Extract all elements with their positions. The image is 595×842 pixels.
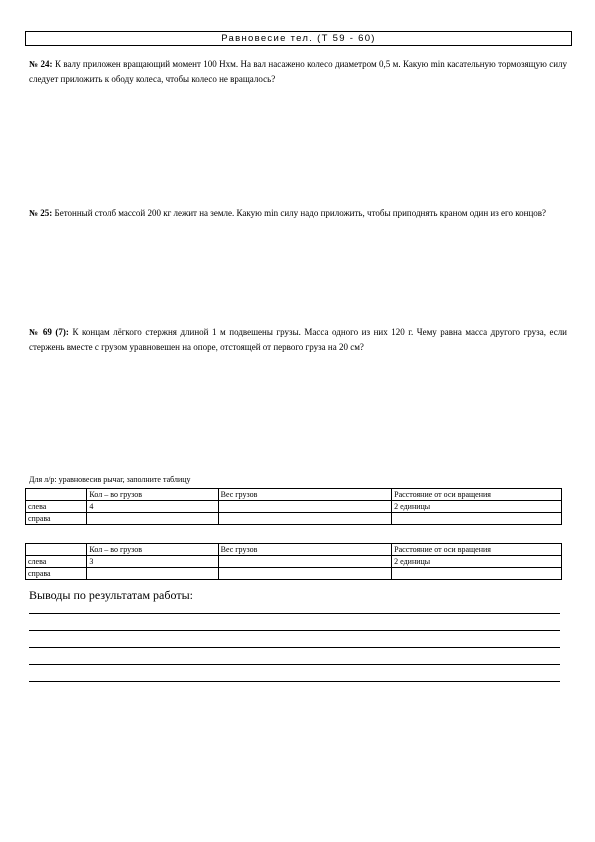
answer-line[interactable] <box>29 613 560 614</box>
header-cell: Вес грузов <box>218 544 392 556</box>
lever-table-2 <box>25 543 562 580</box>
problem-text: К валу приложен вращающий момент 100 Нхм. На вал насажено колесо диаметром 0,5 м. Какую min касательную тормозящую силу следует приложить к ободу колеса, чтобы колесо не вращалось? <box>29 59 568 84</box>
table-cell[interactable]: 2 единицы <box>392 501 562 513</box>
header-cell: Кол – во грузов <box>87 544 218 556</box>
conclusions-heading: Выводы по результатам работы: <box>29 588 193 602</box>
table-row <box>26 556 562 568</box>
answer-line[interactable] <box>29 630 560 631</box>
table-cell[interactable] <box>218 513 392 525</box>
problem-69 <box>29 325 567 355</box>
header-cell <box>26 544 87 556</box>
row-label: слева <box>26 501 87 513</box>
table-cell[interactable]: 4 <box>87 501 218 513</box>
header-cell: Расстояние от оси вращения <box>392 544 562 556</box>
table-cell[interactable] <box>218 568 392 580</box>
table-row <box>26 513 562 525</box>
row-label: справа <box>26 568 87 580</box>
answer-line[interactable] <box>29 664 560 665</box>
problem-number: № 24: <box>29 59 53 69</box>
problem-number: № 25: <box>29 208 53 218</box>
table-cell[interactable] <box>392 513 562 525</box>
problem-text: Бетонный столб массой 200 кг лежит на земле. Какую min силу надо приложить, чтобы приподнять краном один из его концов? <box>54 208 547 218</box>
lab-instructions: Для л/р: уравновесив рычаг, заполните таблицу <box>29 475 191 484</box>
header-cell: Вес грузов <box>218 489 392 501</box>
row-label: слева <box>26 556 87 568</box>
table-cell[interactable] <box>218 556 392 568</box>
problem-text: К концам лёгкого стержня длиной 1 м подвешены грузы. Масса одного из них 120 г. Чему равна масса другого груза, если стержень вместе с грузом уравновешен на опоре, отстоящей от первого груза на 20 см? <box>29 327 567 352</box>
table-cell[interactable]: 3 <box>87 556 218 568</box>
table-header-row <box>26 489 562 501</box>
table-row <box>26 501 562 513</box>
problem-number: № 69 (7): <box>29 327 69 337</box>
table-cell[interactable]: 2 единицы <box>392 556 562 568</box>
table-cell[interactable] <box>218 501 392 513</box>
header-cell <box>26 489 87 501</box>
table-cell[interactable] <box>392 568 562 580</box>
row-label: справа <box>26 513 87 525</box>
answer-line[interactable] <box>29 647 560 648</box>
page-title: Равновесие тел. (Т 59 - 60) <box>25 31 572 46</box>
problem-24 <box>29 57 567 87</box>
lever-table-1 <box>25 488 562 525</box>
answer-line[interactable] <box>29 681 560 682</box>
table-cell[interactable] <box>87 513 218 525</box>
table-cell[interactable] <box>87 568 218 580</box>
table-header-row <box>26 544 562 556</box>
header-cell: Кол – во грузов <box>87 489 218 501</box>
header-cell: Расстояние от оси вращения <box>392 489 562 501</box>
problem-25 <box>29 206 567 221</box>
table-row <box>26 568 562 580</box>
